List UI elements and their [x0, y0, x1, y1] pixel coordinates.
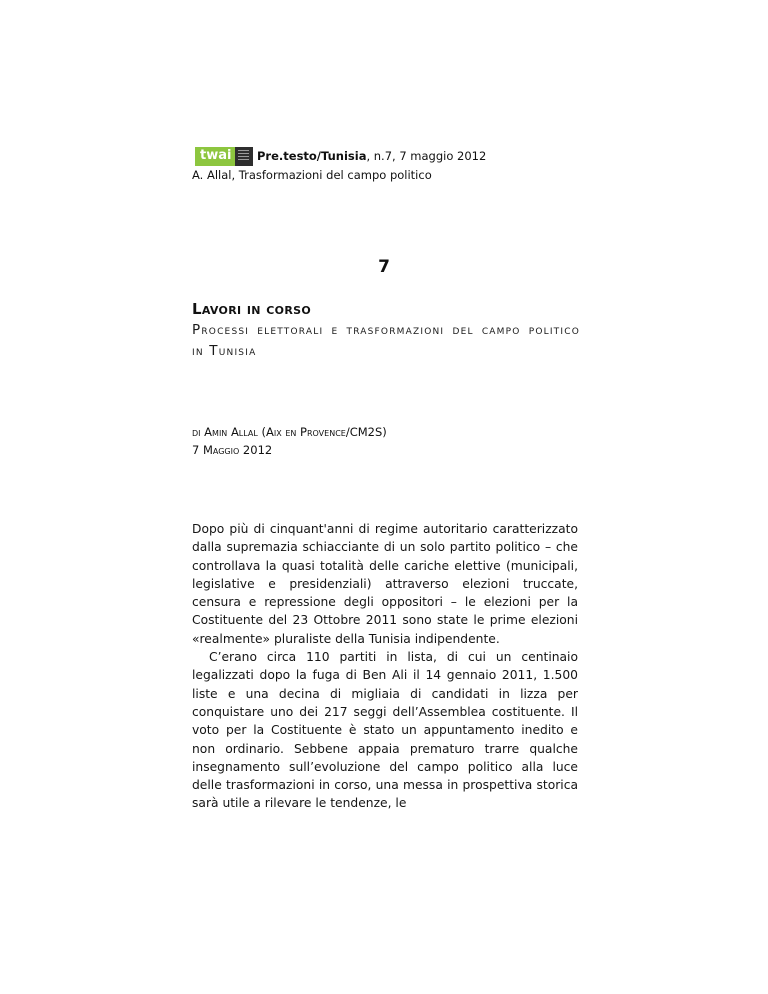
chapter-number: 7: [378, 257, 390, 277]
article-body: [192, 520, 578, 813]
journal-name: Pre.testo/Tunisia: [257, 149, 367, 163]
paragraph: Dopo più di cinquant'anni di regime autoritario caratterizzato dalla supremazia schiacciante di un solo partito politico – che controllava la quasi totalità delle cariche elettive (municipali, legislative e presidenziali) attraverso elezioni truccate, censura e repressione degli oppositori – le elezioni per la Costituente del 23 Ottobre 2011 sono state le prime elezioni «realmente» pluraliste della Tunisia indipendente.: [192, 522, 578, 646]
date-line: 7 Maggio 2012: [192, 443, 273, 457]
paragraph: C’erano circa 110 partiti in lista, di cui un centinaio legalizzati dopo la fuga di Ben Ali il 14 gennaio 2011, 1.500 liste e una decina di migliaia di candidati in lizza per conquistare uno dei 217 seggi dell’Assemblea costituente. Il voto per la Costituente è stato un appuntamento inedito e non ordinario. Sebbene appaia prematuro trarre qualche insegnamento sull’evoluzione del campo politico alla luce delle trasformazioni in corso, una messa in prospettiva storica sarà utile a rilevare le tendenze, le: [192, 650, 578, 811]
article-title: Lavori in corso: [192, 300, 311, 318]
author-line: di Amin Allal (Aix en Provence/CM2S): [192, 425, 387, 439]
running-title: A. Allal, Trasformazioni del campo politico: [192, 168, 432, 182]
article-subtitle: Processi elettorali e trasformazioni del campo politico in Tunisia: [192, 322, 580, 359]
twai-logo: [195, 147, 253, 166]
journal-line: [195, 147, 595, 166]
issue-info: , n.7, 7 maggio 2012: [366, 149, 487, 163]
logo-text: twai: [200, 148, 232, 163]
page-header: [192, 147, 595, 182]
logo-lines-icon: [238, 150, 249, 163]
